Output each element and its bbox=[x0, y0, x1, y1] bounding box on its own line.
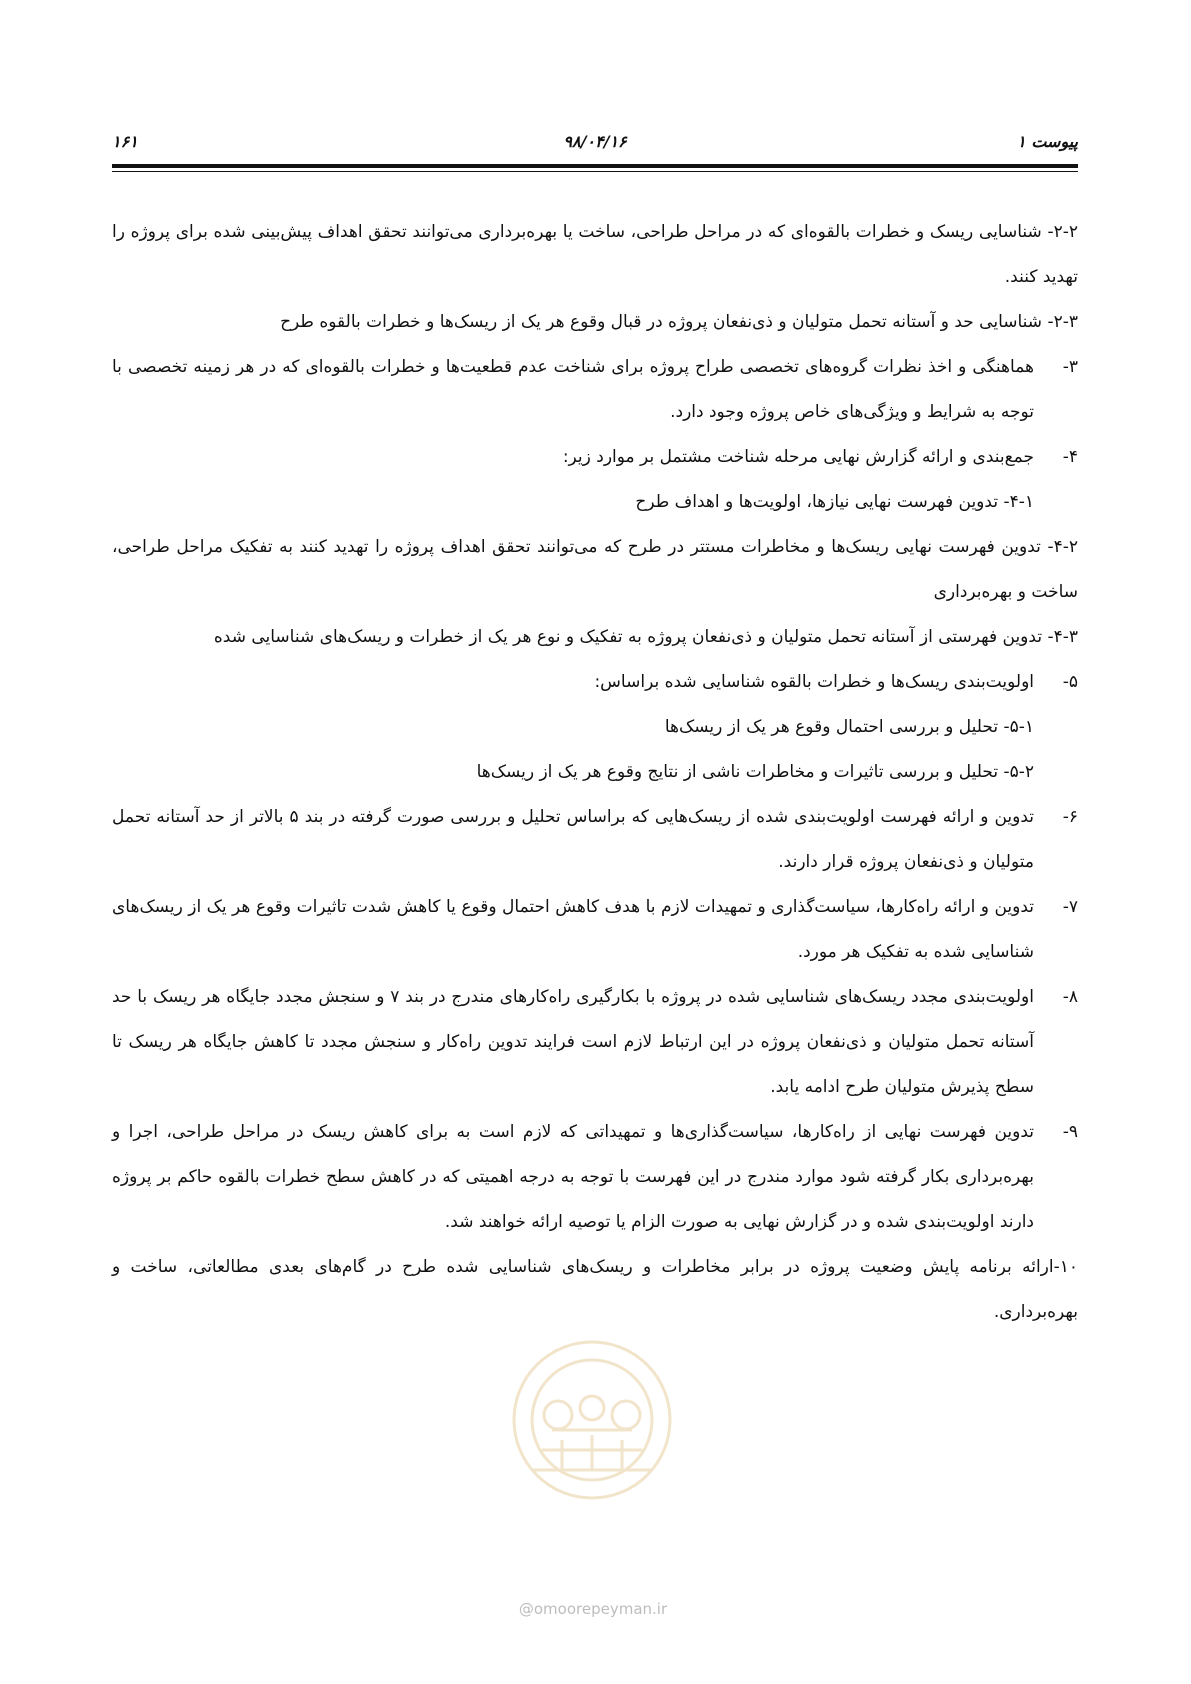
gear-icon bbox=[612, 1401, 640, 1429]
paragraph-2-3: ۲-۳- شناسایی حد و آستانه تحمل متولیان و ذی‌نفعان پروژه در قبال وقوع هر یک از ریسک‌ها و خطرات بالقوه طرح bbox=[280, 312, 1078, 332]
appendix-label: پیوست ۱ bbox=[1017, 132, 1078, 151]
list-number: ۸- bbox=[1062, 987, 1078, 1007]
list-text: تدوین فهرست نهایی از راه‌کارها، سیاست‌گذاری‌ها و تمهیداتی که لازم است به برای کاهش ریسک در مراحل طراحی، اجرا و بهره‌برداری بکار گرفته شود موارد مندرج در این فهرست با توجه به درجه اهمیتی که در کاهش سطح خطرات بالقوه حاکم بر پروژه دارند اولویت‌بندی شده و در گزارش نهایی به صورت الزام یا توصیه ارائه خواهند شد. bbox=[112, 1122, 1034, 1232]
list-number: ۷- bbox=[1062, 897, 1078, 917]
list-number: ۵- bbox=[1062, 672, 1078, 692]
document-body bbox=[112, 210, 1078, 1335]
list-item-3 bbox=[112, 345, 1078, 435]
header-date: ۹۸/۰۴/۱۶ bbox=[563, 132, 627, 151]
list-subitem-5-1 bbox=[112, 705, 1078, 750]
paragraph-4-2: ۴-۲- تدوین فهرست نهایی ریسک‌ها و مخاطرات مستتر در طرح که می‌توانند تحقق اهداف پروژه را تهدید کنند به تفکیک مراحل طراحی، ساخت و بهره‌برداری bbox=[112, 537, 1078, 602]
header-rule-thick bbox=[112, 164, 1078, 168]
list-text: هماهنگی و اخذ نظرات گروه‌های تخصصی طراح پروژه برای شناخت عدم قطعیت‌ها و خطرات بالقوه‌ای که در هر زمینه تخصصی با توجه به شرایط و ویژگی‌های خاص پروژه وجود دارد. bbox=[112, 357, 1034, 422]
list-number: ۳- bbox=[1062, 357, 1078, 377]
list-number: ۹- bbox=[1062, 1122, 1078, 1142]
list-item-7 bbox=[112, 885, 1078, 975]
list-item-5 bbox=[112, 660, 1078, 705]
list-text: ۵-۱- تحلیل و بررسی احتمال وقوع هر یک از ریسک‌ها bbox=[664, 717, 1034, 737]
header-rule-thin bbox=[112, 171, 1078, 172]
list-item-6 bbox=[112, 795, 1078, 885]
watermark-url: @omoorepeyman.ir bbox=[518, 1600, 668, 1618]
list-subitem-5-2 bbox=[112, 750, 1078, 795]
list-number: ۴- bbox=[1062, 447, 1078, 467]
paragraph-4-3: ۴-۳- تدوین فهرستی از آستانه تحمل متولیان و ذی‌نفعان پروژه به تفکیک و نوع هر یک از خطرات و ریسک‌های شناسایی شده bbox=[213, 627, 1078, 647]
list-item-9 bbox=[112, 1110, 1078, 1245]
page-header bbox=[112, 128, 1078, 156]
list-item-8 bbox=[112, 975, 1078, 1110]
paragraph-10: ۱۰-ارائه برنامه پایش وضعیت پروژه در برابر مخاطرات و ریسک‌های شناسایی شده طرح در گام‌های بعدی مطالعاتی، ساخت و بهره‌برداری. bbox=[112, 1257, 1078, 1322]
list-text: اولویت‌بندی مجدد ریسک‌های شناسایی شده در پروژه با بکارگیری راه‌کارهای مندرج در بند ۷ و سنجش مجدد جایگاه هر ریسک با حد آستانه تحمل متولیان و ذی‌نفعان پروژه در این ارتباط لازم است فرایند تدوین راه‌کار و سنجش مجدد تا کاهش جایگاه هر ریسک تا سطح پذیرش متولیان طرح ادامه یابد. bbox=[112, 987, 1034, 1097]
list-text: تدوین و ارائه فهرست اولویت‌بندی شده از ریسک‌هایی که براساس تحلیل و بررسی صورت گرفته در بند ۵ بالاتر از حد آستانه تحمل متولیان و ذی‌نفعان پروژه قرار دارند. bbox=[112, 807, 1035, 872]
list-number: ۶- bbox=[1062, 807, 1078, 827]
list-text: تدوین و ارائه راه‌کارها، سیاست‌گذاری و تمهیدات لازم با هدف کاهش احتمال وقوع یا کاهش شدت تاثیرات وقوع هر یک از ریسک‌های شناسایی شده به تفکیک هر مورد. bbox=[112, 897, 1034, 962]
list-text: اولویت‌بندی ریسک‌ها و خطرات بالقوه شناسایی شده براساس: bbox=[594, 672, 1034, 692]
list-subitem-4-1 bbox=[112, 480, 1078, 525]
paragraph-2-2: ۲-۲- شناسایی ریسک و خطرات بالقوه‌ای که در مراحل طراحی، ساخت یا بهره‌برداری می‌توانند تحقق اهداف پیش‌بینی شده برای پروژه را تهدید کنند. bbox=[112, 222, 1078, 287]
list-item-4 bbox=[112, 435, 1078, 480]
list-text: جمع‌بندی و ارائه گزارش نهایی مرحله شناخت مشتمل بر موارد زیر: bbox=[562, 447, 1034, 467]
list-text: ۵-۲- تحلیل و بررسی تاثیرات و مخاطرات ناشی از نتایج وقوع هر یک از ریسک‌ها bbox=[476, 762, 1034, 782]
page-number: ۱۶۱ bbox=[112, 132, 138, 151]
list-text: ۴-۱- تدوین فهرست نهایی نیازها، اولویت‌ها و اهداف طرح bbox=[635, 492, 1034, 512]
watermark-logo bbox=[462, 1320, 722, 1520]
person-icon bbox=[580, 1396, 604, 1420]
gear-icon bbox=[544, 1401, 572, 1429]
